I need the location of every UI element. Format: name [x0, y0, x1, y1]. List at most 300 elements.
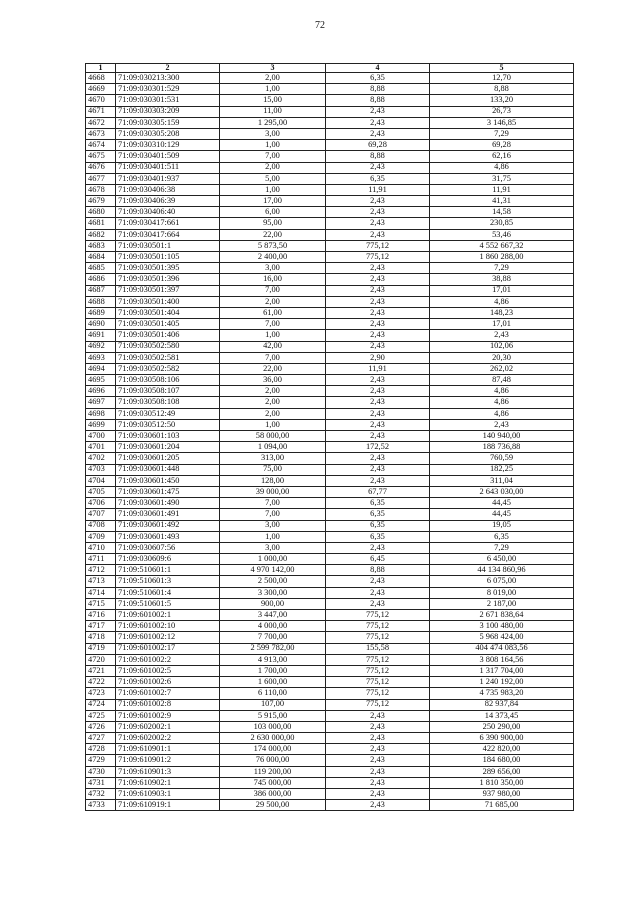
- table-cell-col-5: 44,45: [430, 509, 574, 520]
- table-cell-col-3: 29 500,00: [220, 800, 326, 811]
- table-cell-col-5: 1 860 288,00: [430, 252, 574, 263]
- table-cell-col-2: 71:09:030501:1: [116, 240, 220, 251]
- table-cell-col-3: 1 094,00: [220, 442, 326, 453]
- table-row: [86, 498, 574, 509]
- table-cell-col-5: 404 474 083,56: [430, 643, 574, 654]
- table-cell-col-3: 1,00: [220, 84, 326, 95]
- table-cell-col-1: 4730: [86, 766, 116, 777]
- table-cell-col-5: 11,91: [430, 184, 574, 195]
- table-cell-col-2: 71:09:510601:4: [116, 587, 220, 598]
- table-cell-col-4: 775,12: [326, 610, 430, 621]
- table-cell-col-5: 760,59: [430, 453, 574, 464]
- table-cell-col-2: 71:09:030310:129: [116, 140, 220, 151]
- table-cell-col-3: 76 000,00: [220, 755, 326, 766]
- table-cell-col-2: 71:09:030609:6: [116, 554, 220, 565]
- table-cell-col-1: 4672: [86, 117, 116, 128]
- table-cell-col-4: 775,12: [326, 632, 430, 643]
- table-cell-col-1: 4703: [86, 464, 116, 475]
- table-cell-col-1: 4693: [86, 352, 116, 363]
- table-cell-col-4: 2,43: [326, 296, 430, 307]
- table-cell-col-1: 4673: [86, 128, 116, 139]
- table-row: [86, 117, 574, 128]
- table-cell-col-5: 4 735 983,20: [430, 688, 574, 699]
- table-cell-col-4: 8,88: [326, 95, 430, 106]
- table-cell-col-1: 4728: [86, 744, 116, 755]
- table-cell-col-1: 4722: [86, 677, 116, 688]
- table-cell-col-1: 4699: [86, 419, 116, 430]
- table-cell-col-4: 2,43: [326, 285, 430, 296]
- table-cell-col-1: 4706: [86, 498, 116, 509]
- table-row: [86, 442, 574, 453]
- table-cell-col-4: 11,91: [326, 184, 430, 195]
- table-cell-col-5: 6,35: [430, 531, 574, 542]
- table-row: [86, 733, 574, 744]
- column-header-2: 2: [116, 64, 220, 73]
- table-cell-col-5: 3 100 480,00: [430, 621, 574, 632]
- table-row: [86, 106, 574, 117]
- table-row: [86, 486, 574, 497]
- table-cell-col-4: 775,12: [326, 654, 430, 665]
- table-cell-col-4: 2,43: [326, 307, 430, 318]
- table-cell-col-5: 133,20: [430, 95, 574, 106]
- table-row: [86, 296, 574, 307]
- table-row: [86, 699, 574, 710]
- table-cell-col-2: 71:09:030501:406: [116, 330, 220, 341]
- table-cell-col-5: 6 450,00: [430, 554, 574, 565]
- table-row: [86, 341, 574, 352]
- table-cell-col-3: 745 000,00: [220, 777, 326, 788]
- table-cell-col-2: 71:09:030401:937: [116, 173, 220, 184]
- table-cell-col-1: 4668: [86, 73, 116, 84]
- table-row: [86, 408, 574, 419]
- table-cell-col-5: 2,43: [430, 330, 574, 341]
- table-cell-col-5: 53,46: [430, 229, 574, 240]
- table-row: [86, 240, 574, 251]
- table-cell-col-4: 2,43: [326, 766, 430, 777]
- table-cell-col-5: 69,28: [430, 140, 574, 151]
- table-row: [86, 307, 574, 318]
- table-cell-col-2: 71:09:030417:664: [116, 229, 220, 240]
- table-header-row: [86, 64, 574, 73]
- table-cell-col-5: 148,23: [430, 307, 574, 318]
- table-cell-col-1: 4675: [86, 151, 116, 162]
- table-cell-col-3: 7,00: [220, 319, 326, 330]
- table-cell-col-5: 6 075,00: [430, 576, 574, 587]
- table-cell-col-3: 1 600,00: [220, 677, 326, 688]
- table-cell-col-3: 7,00: [220, 352, 326, 363]
- table-row: [86, 173, 574, 184]
- table-cell-col-2: 71:09:610901:1: [116, 744, 220, 755]
- table-cell-col-4: 2,43: [326, 106, 430, 117]
- table-cell-col-3: 2 400,00: [220, 252, 326, 263]
- page-number: 72: [315, 20, 325, 31]
- table-cell-col-1: 4674: [86, 140, 116, 151]
- table-cell-col-2: 71:09:030601:448: [116, 464, 220, 475]
- table-row: [86, 554, 574, 565]
- column-header-5: 5: [430, 64, 574, 73]
- table-cell-col-3: 16,00: [220, 274, 326, 285]
- table-cell-col-4: 6,45: [326, 554, 430, 565]
- table-cell-col-4: 2,43: [326, 789, 430, 800]
- table-cell-col-1: 4712: [86, 565, 116, 576]
- table-cell-col-2: 71:09:510601:5: [116, 598, 220, 609]
- table-cell-col-3: 4 000,00: [220, 621, 326, 632]
- table-cell-col-3: 2,00: [220, 296, 326, 307]
- table-cell-col-3: 1,00: [220, 419, 326, 430]
- table-cell-col-4: 6,35: [326, 509, 430, 520]
- table-cell-col-2: 71:09:030512:50: [116, 419, 220, 430]
- table-cell-col-3: 1,00: [220, 531, 326, 542]
- table-row: [86, 252, 574, 263]
- table-cell-col-3: 1,00: [220, 184, 326, 195]
- table-cell-col-1: 4726: [86, 721, 116, 732]
- table-row: [86, 766, 574, 777]
- table-cell-col-5: 87,48: [430, 375, 574, 386]
- table-row: [86, 151, 574, 162]
- table-cell-col-5: 3 146,85: [430, 117, 574, 128]
- table-cell-col-3: 61,00: [220, 307, 326, 318]
- table-cell-col-4: 2,43: [326, 330, 430, 341]
- table-cell-col-3: 1 000,00: [220, 554, 326, 565]
- table-cell-col-5: 14 373,45: [430, 710, 574, 721]
- table-cell-col-3: 386 000,00: [220, 789, 326, 800]
- table-cell-col-5: 102,06: [430, 341, 574, 352]
- table-row: [86, 665, 574, 676]
- table-cell-col-5: 17,01: [430, 319, 574, 330]
- table-cell-col-4: 6,35: [326, 73, 430, 84]
- table-cell-col-3: 6,00: [220, 207, 326, 218]
- table-cell-col-1: 4695: [86, 375, 116, 386]
- table-cell-col-2: 71:09:030512:49: [116, 408, 220, 419]
- table-cell-col-3: 95,00: [220, 218, 326, 229]
- table-cell-col-1: 4697: [86, 397, 116, 408]
- table-cell-col-3: 107,00: [220, 699, 326, 710]
- table-cell-col-1: 4684: [86, 252, 116, 263]
- table-cell-col-3: 7,00: [220, 285, 326, 296]
- table-cell-col-4: 8,88: [326, 84, 430, 95]
- table-cell-col-2: 71:09:030607:56: [116, 542, 220, 553]
- table-cell-col-5: 188 736,88: [430, 442, 574, 453]
- table-row: [86, 207, 574, 218]
- table-cell-col-2: 71:09:601002:9: [116, 710, 220, 721]
- table-cell-col-2: 71:09:030301:529: [116, 84, 220, 95]
- table-cell-col-1: 4729: [86, 755, 116, 766]
- table-row: [86, 431, 574, 442]
- table-cell-col-1: 4678: [86, 184, 116, 195]
- table-cell-col-1: 4704: [86, 475, 116, 486]
- table-cell-col-3: 4 970 142,00: [220, 565, 326, 576]
- table-cell-col-4: 2,43: [326, 386, 430, 397]
- table-row: [86, 363, 574, 374]
- table-row: [86, 218, 574, 229]
- table-cell-col-3: 3 447,00: [220, 610, 326, 621]
- table-cell-col-2: 71:09:510601:1: [116, 565, 220, 576]
- table-cell-col-1: 4707: [86, 509, 116, 520]
- table-row: [86, 419, 574, 430]
- table-cell-col-2: 71:09:601002:10: [116, 621, 220, 632]
- table-cell-col-5: 4,86: [430, 296, 574, 307]
- table-cell-col-4: 2,43: [326, 464, 430, 475]
- table-cell-col-3: 1 295,00: [220, 117, 326, 128]
- table-row: [86, 352, 574, 363]
- table-row: [86, 464, 574, 475]
- table-cell-col-2: 71:09:030601:491: [116, 509, 220, 520]
- table-cell-col-4: 2,43: [326, 162, 430, 173]
- table-cell-col-5: 250 290,00: [430, 721, 574, 732]
- table-cell-col-2: 71:09:030502:582: [116, 363, 220, 374]
- table-row: [86, 73, 574, 84]
- table-cell-col-1: 4692: [86, 341, 116, 352]
- table-cell-col-3: 5 873,50: [220, 240, 326, 251]
- table-cell-col-3: 2 599 782,00: [220, 643, 326, 654]
- table-cell-col-5: 7,29: [430, 263, 574, 274]
- table-cell-col-3: 39 000,00: [220, 486, 326, 497]
- table-body: [86, 73, 574, 811]
- table-cell-col-4: 775,12: [326, 621, 430, 632]
- table-cell-col-5: 4,86: [430, 162, 574, 173]
- table-row: [86, 677, 574, 688]
- table-cell-col-2: 71:09:030502:581: [116, 352, 220, 363]
- table-row: [86, 84, 574, 95]
- table-cell-col-2: 71:09:610902:1: [116, 777, 220, 788]
- table-cell-col-1: 4685: [86, 263, 116, 274]
- table-cell-col-2: 71:09:610901:3: [116, 766, 220, 777]
- table-cell-col-1: 4698: [86, 408, 116, 419]
- table-cell-col-3: 900,00: [220, 598, 326, 609]
- table-cell-col-5: 1 317 704,00: [430, 665, 574, 676]
- table-cell-col-5: 7,29: [430, 128, 574, 139]
- table-cell-col-4: 2,43: [326, 128, 430, 139]
- table-cell-col-2: 71:09:030301:531: [116, 95, 220, 106]
- table-cell-col-4: 2,43: [326, 431, 430, 442]
- table-cell-col-2: 71:09:030305:159: [116, 117, 220, 128]
- table-cell-col-4: 2,43: [326, 475, 430, 486]
- table-row: [86, 386, 574, 397]
- table-cell-col-5: 20,30: [430, 352, 574, 363]
- table-row: [86, 721, 574, 732]
- table-cell-col-5: 4 552 667,32: [430, 240, 574, 251]
- table-cell-col-2: 71:09:602002:2: [116, 733, 220, 744]
- table-cell-col-5: 289 656,00: [430, 766, 574, 777]
- table-cell-col-4: 775,12: [326, 252, 430, 263]
- table-cell-col-4: 11,91: [326, 363, 430, 374]
- table-cell-col-3: 3,00: [220, 263, 326, 274]
- table-cell-col-4: 2,43: [326, 263, 430, 274]
- table-cell-col-4: 2,43: [326, 576, 430, 587]
- table-cell-col-2: 71:09:030601:205: [116, 453, 220, 464]
- table-cell-col-2: 71:09:601002:2: [116, 654, 220, 665]
- table-cell-col-1: 4670: [86, 95, 116, 106]
- table-cell-col-3: 11,00: [220, 106, 326, 117]
- table-cell-col-1: 4686: [86, 274, 116, 285]
- table-cell-col-3: 3 300,00: [220, 587, 326, 598]
- table-cell-col-1: 4691: [86, 330, 116, 341]
- table-cell-col-2: 71:09:610901:2: [116, 755, 220, 766]
- table-cell-col-1: 4719: [86, 643, 116, 654]
- table-cell-col-4: 2,43: [326, 419, 430, 430]
- table-cell-col-1: 4727: [86, 733, 116, 744]
- table-cell-col-1: 4725: [86, 710, 116, 721]
- table-row: [86, 531, 574, 542]
- table-cell-col-1: 4709: [86, 531, 116, 542]
- table-cell-col-3: 7,00: [220, 509, 326, 520]
- table-cell-col-5: 140 940,00: [430, 431, 574, 442]
- table-cell-col-3: 119 200,00: [220, 766, 326, 777]
- table-cell-col-4: 775,12: [326, 240, 430, 251]
- table-row: [86, 285, 574, 296]
- table-cell-col-4: 2,43: [326, 229, 430, 240]
- table-cell-col-2: 71:09:601002:7: [116, 688, 220, 699]
- table-cell-col-4: 2,90: [326, 352, 430, 363]
- table-cell-col-4: 2,43: [326, 800, 430, 811]
- table-cell-col-2: 71:09:601002:1: [116, 610, 220, 621]
- table-row: [86, 128, 574, 139]
- table-cell-col-1: 4711: [86, 554, 116, 565]
- table-cell-col-5: 26,73: [430, 106, 574, 117]
- table-cell-col-3: 1 700,00: [220, 665, 326, 676]
- table-cell-col-5: 31,75: [430, 173, 574, 184]
- table-row: [86, 688, 574, 699]
- table-cell-col-4: 2,43: [326, 319, 430, 330]
- table-cell-col-1: 4677: [86, 173, 116, 184]
- table-row: [86, 196, 574, 207]
- table-cell-col-4: 2,43: [326, 598, 430, 609]
- table-row: [86, 565, 574, 576]
- data-table: [85, 63, 574, 811]
- table-row: [86, 95, 574, 106]
- table-cell-col-2: 71:09:601002:6: [116, 677, 220, 688]
- table-cell-col-3: 1,00: [220, 330, 326, 341]
- table-cell-col-5: 44 134 860,96: [430, 565, 574, 576]
- table-cell-col-2: 71:09:030305:208: [116, 128, 220, 139]
- table-cell-col-2: 71:09:030501:404: [116, 307, 220, 318]
- table-row: [86, 632, 574, 643]
- table-cell-col-1: 4676: [86, 162, 116, 173]
- table-cell-col-5: 4,86: [430, 408, 574, 419]
- table-cell-col-4: 69,28: [326, 140, 430, 151]
- table-cell-col-1: 4710: [86, 542, 116, 553]
- table-cell-col-1: 4717: [86, 621, 116, 632]
- table-cell-col-1: 4679: [86, 196, 116, 207]
- table-cell-col-5: 311,04: [430, 475, 574, 486]
- table-cell-col-1: 4715: [86, 598, 116, 609]
- table-cell-col-2: 71:09:030406:39: [116, 196, 220, 207]
- table-cell-col-4: 8,88: [326, 151, 430, 162]
- table-cell-col-5: 38,88: [430, 274, 574, 285]
- table-row: [86, 654, 574, 665]
- table-row: [86, 475, 574, 486]
- table-cell-col-1: 4714: [86, 587, 116, 598]
- table-cell-col-1: 4724: [86, 699, 116, 710]
- table-cell-col-4: 775,12: [326, 665, 430, 676]
- table-cell-col-2: 71:09:030601:204: [116, 442, 220, 453]
- table-cell-col-2: 71:09:602002:1: [116, 721, 220, 732]
- table-cell-col-5: 5 968 424,00: [430, 632, 574, 643]
- table-cell-col-1: 4732: [86, 789, 116, 800]
- table-cell-col-4: 2,43: [326, 375, 430, 386]
- table-cell-col-1: 4696: [86, 386, 116, 397]
- table-cell-col-3: 6 110,00: [220, 688, 326, 699]
- table-cell-col-1: 4687: [86, 285, 116, 296]
- table-cell-col-5: 82 937,84: [430, 699, 574, 710]
- table-cell-col-2: 71:09:030601:450: [116, 475, 220, 486]
- table-cell-col-4: 2,43: [326, 341, 430, 352]
- table-row: [86, 162, 574, 173]
- table-cell-col-3: 2 500,00: [220, 576, 326, 587]
- table-cell-col-4: 2,43: [326, 207, 430, 218]
- table-cell-col-3: 174 000,00: [220, 744, 326, 755]
- table-cell-col-5: 8 019,00: [430, 587, 574, 598]
- table-cell-col-3: 2,00: [220, 408, 326, 419]
- table-row: [86, 744, 574, 755]
- table-row: [86, 520, 574, 531]
- table-cell-col-3: 3,00: [220, 128, 326, 139]
- table-cell-col-3: 1,00: [220, 140, 326, 151]
- table-cell-col-1: 4669: [86, 84, 116, 95]
- table-cell-col-5: 6 390 900,00: [430, 733, 574, 744]
- table-cell-col-4: 2,43: [326, 542, 430, 553]
- table-cell-col-2: 71:09:510601:3: [116, 576, 220, 587]
- table-cell-col-5: 184 680,00: [430, 755, 574, 766]
- table-cell-col-4: 2,43: [326, 397, 430, 408]
- table-cell-col-3: 42,00: [220, 341, 326, 352]
- column-header-4: 4: [326, 64, 430, 73]
- table-cell-col-4: 2,43: [326, 196, 430, 207]
- table-cell-col-4: 6,35: [326, 173, 430, 184]
- table-cell-col-4: 2,43: [326, 117, 430, 128]
- table-cell-col-2: 71:09:610919:1: [116, 800, 220, 811]
- table-cell-col-5: 7,29: [430, 542, 574, 553]
- table-cell-col-4: 775,12: [326, 699, 430, 710]
- table-cell-col-2: 71:09:030601:103: [116, 431, 220, 442]
- table-cell-col-2: 71:09:030601:490: [116, 498, 220, 509]
- table-row: [86, 789, 574, 800]
- table-cell-col-1: 4708: [86, 520, 116, 531]
- table-cell-col-4: 775,12: [326, 677, 430, 688]
- table-cell-col-3: 75,00: [220, 464, 326, 475]
- table-cell-col-4: 2,43: [326, 587, 430, 598]
- table-cell-col-5: 17,01: [430, 285, 574, 296]
- table-cell-col-2: 71:09:030213:300: [116, 73, 220, 84]
- table-cell-col-2: 71:09:030406:38: [116, 184, 220, 195]
- table-cell-col-4: 6,35: [326, 531, 430, 542]
- table-cell-col-5: 2 643 030,00: [430, 486, 574, 497]
- table-row: [86, 509, 574, 520]
- table-row: [86, 397, 574, 408]
- table-cell-col-5: 14,58: [430, 207, 574, 218]
- table-cell-col-4: 2,43: [326, 453, 430, 464]
- table-cell-col-1: 4694: [86, 363, 116, 374]
- table-cell-col-2: 71:09:030508:108: [116, 397, 220, 408]
- table-cell-col-5: 19,05: [430, 520, 574, 531]
- table-cell-col-3: 2,00: [220, 73, 326, 84]
- table-cell-col-4: 2,43: [326, 733, 430, 744]
- table-cell-col-4: 2,43: [326, 274, 430, 285]
- table-cell-col-3: 2,00: [220, 397, 326, 408]
- table-cell-col-1: 4689: [86, 307, 116, 318]
- table-cell-col-1: 4718: [86, 632, 116, 643]
- table-cell-col-5: 182,25: [430, 464, 574, 475]
- table-cell-col-3: 128,00: [220, 475, 326, 486]
- table-cell-col-3: 3,00: [220, 520, 326, 531]
- table-cell-col-2: 71:09:601002:12: [116, 632, 220, 643]
- table-cell-col-3: 7,00: [220, 151, 326, 162]
- table-cell-col-3: 103 000,00: [220, 721, 326, 732]
- table-cell-col-5: 4,86: [430, 386, 574, 397]
- table-cell-col-1: 4682: [86, 229, 116, 240]
- table-cell-col-4: 2,43: [326, 744, 430, 755]
- table-cell-col-1: 4720: [86, 654, 116, 665]
